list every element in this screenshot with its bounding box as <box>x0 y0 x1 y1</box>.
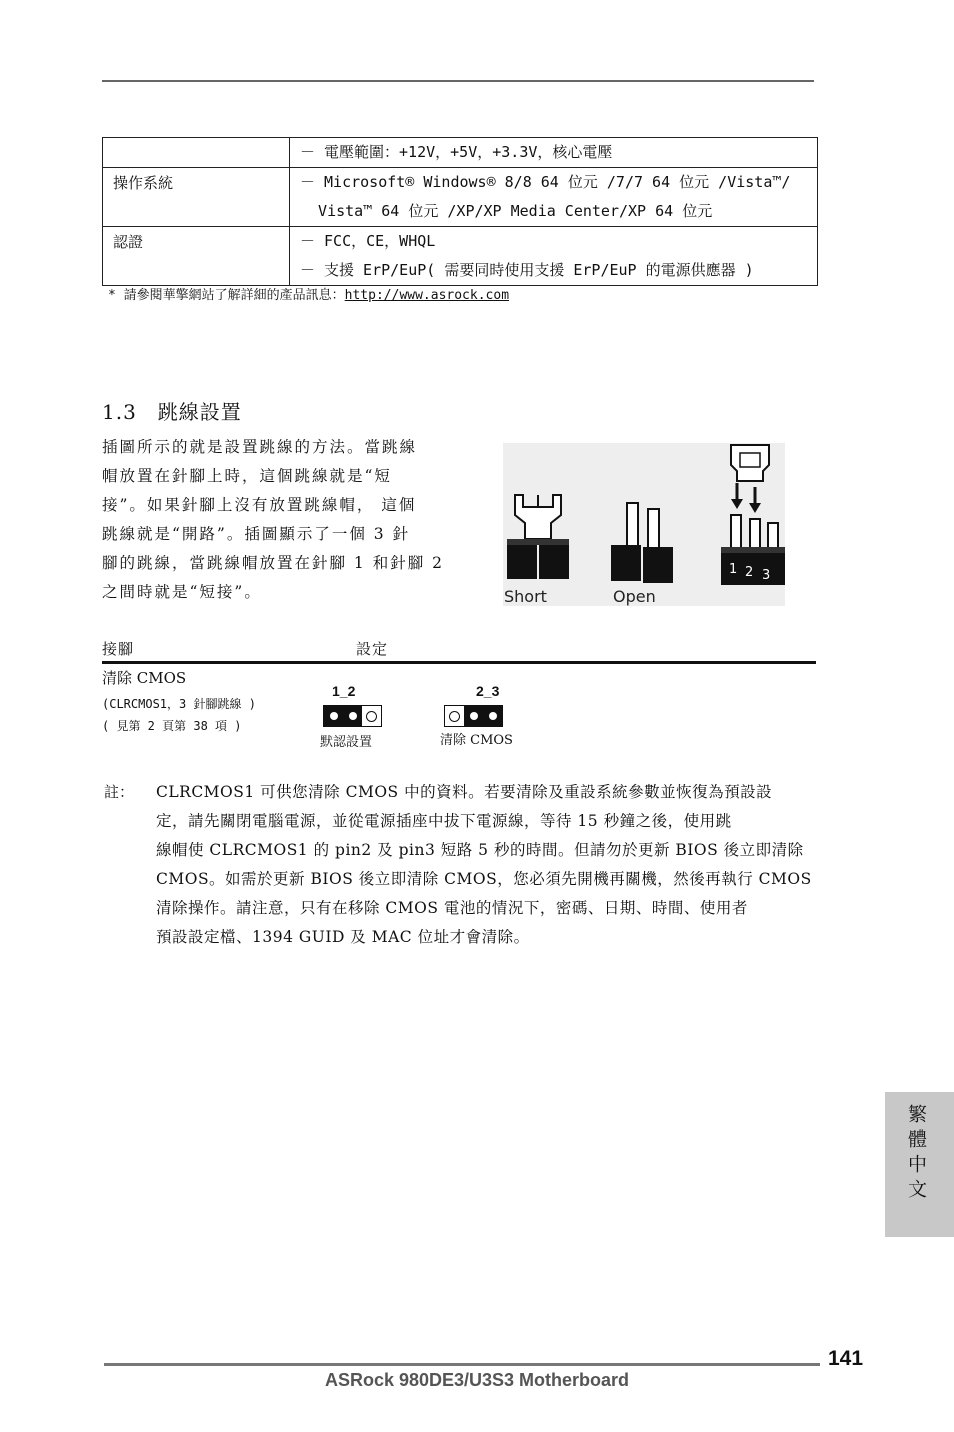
pin-on-icon <box>464 706 483 726</box>
language-tab-label: 繁體中文 <box>905 1104 927 1204</box>
pin-number: 3 <box>762 568 771 583</box>
footer-rule <box>104 1363 820 1366</box>
jumper-illustration <box>503 443 785 606</box>
short-jumper-icon <box>507 495 569 579</box>
spec-key: 認證 <box>103 227 290 286</box>
table-row <box>103 138 818 168</box>
intro-paragraph <box>102 433 464 607</box>
jumper-table-rule <box>102 661 816 664</box>
table-row <box>103 168 818 227</box>
footnote <box>108 284 509 303</box>
spec-line: － FCC，CE，WHQL <box>300 232 436 250</box>
intro-line: 之間時就是“短接”。 <box>102 583 262 601</box>
pin-on-icon <box>343 706 362 726</box>
footnote-text: * 請參閱華擎網站了解詳細的產品訊息： <box>108 288 345 303</box>
option-1-caption: 默認設置 <box>320 735 373 750</box>
note-line: CLRCMOS1 可供您清除 CMOS 中的資料。若要清除及重設系統參數並恢復為預設設 <box>156 783 773 801</box>
pin-number: 2 <box>745 565 754 580</box>
pin-on-icon <box>483 706 502 726</box>
note-line: 預設設定檔、1394 GUID 及 MAC 位址才會清除。 <box>156 928 530 946</box>
pin-off-icon <box>445 706 464 726</box>
note-body <box>156 778 818 952</box>
table-row <box>103 227 818 286</box>
header-rule <box>102 80 814 82</box>
page-number: 141 <box>828 1347 864 1370</box>
short-label: Short <box>504 587 547 606</box>
spec-value <box>290 138 818 168</box>
spec-line: － 電壓範圍：+12V，+5V，+3.3V，核心電壓 <box>300 143 613 161</box>
pin-number: 1 <box>729 562 738 577</box>
jumper-col-setting: 設定 <box>356 640 389 658</box>
jumper-sub2: ( 見第 2 頁第 38 項 ) <box>102 719 242 733</box>
spec-table <box>102 137 818 286</box>
intro-line: 跳線就是“開路”。插圖顯示了一個 3 針 <box>102 525 411 543</box>
note-line: 線帽使 CLRCMOS1 的 pin2 及 pin3 短路 5 秒的時間。但請勿於更新 BIOS 後立即清除 <box>156 841 804 859</box>
jumper-name: 清除 CMOS <box>102 669 187 687</box>
section-title: 1.3 跳線設置 <box>102 400 242 424</box>
intro-line: 帽放置在針腳上時，這個跳線就是“短 <box>102 467 392 485</box>
intro-line: 腳的跳線，當跳線帽放置在針腳 1 和針腳 2 <box>102 554 445 572</box>
spec-key <box>103 138 290 168</box>
open-jumper-icon <box>611 503 673 583</box>
spec-key: 操作系統 <box>103 168 290 227</box>
pin-off-icon <box>362 706 381 726</box>
option-2-caption: 清除 CMOS <box>440 733 513 748</box>
jumper-diagram-icon <box>503 443 785 606</box>
default-jumper-pins <box>323 705 382 727</box>
note-line: 清除操作。請注意，只有在移除 CMOS 電池的情況下，密碼、日期、時間、使用者 <box>156 899 748 917</box>
note-line: 定，請先關閉電腦電源，並從電源插座中拔下電源線，等待 15 秒鐘之後，使用跳 <box>156 812 732 830</box>
spec-line: Vista™ 64 位元 /XP/XP Media Center/XP 64 位元 <box>300 202 713 220</box>
spec-line: － Microsoft® Windows® 8/8 64 位元 /7/7 64 位元 /Vista™/ <box>300 173 791 191</box>
open-label: Open <box>613 587 656 606</box>
spec-value <box>290 227 818 286</box>
option-2-label: 2_3 <box>476 683 500 699</box>
intro-line: 接”。如果針腳上沒有放置跳線帽， 這個 <box>102 496 417 514</box>
footer-title <box>0 1370 954 1391</box>
note-label: 註： <box>104 783 135 801</box>
footer-text: ASRock 980DE3/U3S3 Motherboard <box>324 1370 630 1390</box>
jumper-sub1: (CLRCMOS1，3 針腳跳線 ) <box>102 697 256 711</box>
spec-line: － 支援 ErP/EuP( 需要同時使用支援 ErP/EuP 的電源供應器 ) <box>300 261 754 279</box>
intro-line: 插圖所示的就是設置跳線的方法。當跳線 <box>102 438 418 456</box>
jumper-col-pin: 接腳 <box>102 640 135 658</box>
language-tab <box>885 1092 954 1237</box>
note-line: CMOS。如需於更新 BIOS 後立即清除 CMOS，您必須先開機再關機，然後再執行 CMOS <box>156 870 812 888</box>
clear-cmos-jumper-pins <box>444 705 503 727</box>
asrock-link[interactable]: http://www.asrock.com <box>344 288 510 303</box>
spec-value <box>290 168 818 227</box>
option-1-label: 1_2 <box>332 683 356 699</box>
pin-on-icon <box>324 706 343 726</box>
